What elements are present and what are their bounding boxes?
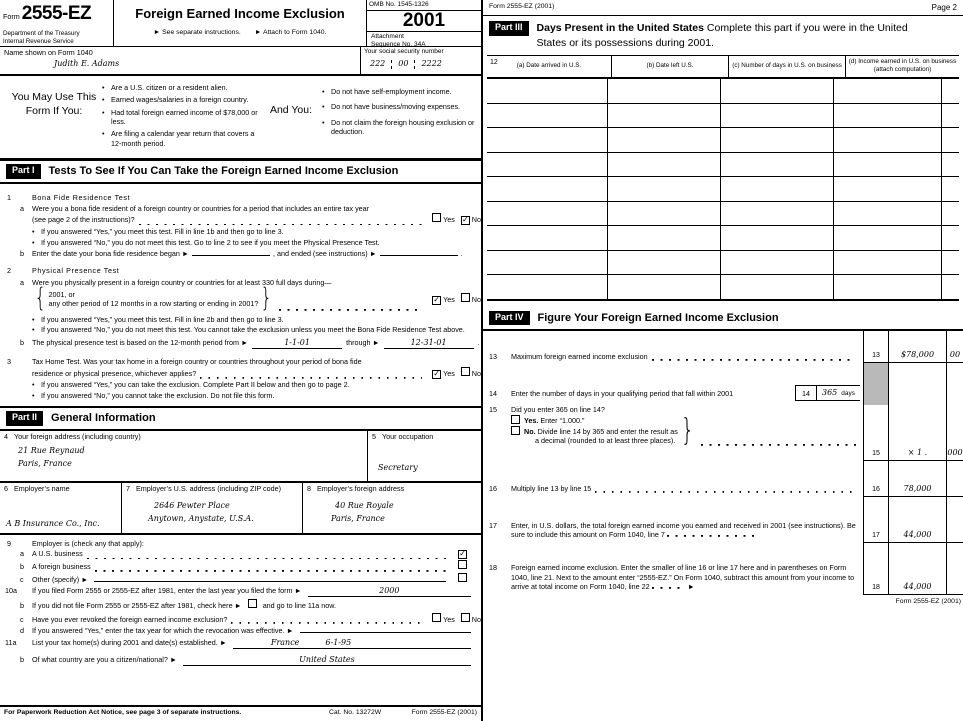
line15-yes-label: Yes. [524, 415, 539, 425]
cell-days-business[interactable] [721, 251, 834, 275]
line1-number: 1 [7, 192, 11, 202]
line11b-text: Of what country are you a citizen/national? ► [32, 654, 177, 664]
part1-title: Tests To See If You Can Take the Foreign Earned Income Exclusion [48, 165, 399, 178]
line3-number: 3 [7, 357, 11, 367]
line9-number: 9 [7, 538, 11, 548]
cell-days-business[interactable] [721, 275, 834, 299]
line1-bullet: • If you answered “No,” you do not meet this test. Go to line 2 to see if you meet the Physical Presence Test. [32, 238, 481, 247]
field4-label: Your foreign address (including country) [14, 431, 141, 441]
paperwork-notice: For Paperwork Reduction Act Notice, see page 3 of separate instructions. [4, 709, 242, 717]
line2-bullet: • If you answered “Yes,” you meet this test. Fill in line 2b and then go to line 3. [32, 315, 481, 324]
part3-badge: Part III [489, 21, 529, 36]
form-id-footer: Form 2555-EZ (2001) [411, 709, 477, 717]
line-16 [483, 461, 963, 497]
field6-number: 6 [4, 483, 8, 493]
part2-badge: Part II [6, 411, 43, 426]
table-row [487, 79, 959, 104]
ssn-part-2[interactable]: 00 [398, 59, 409, 69]
line10c-letter: c [20, 614, 24, 624]
field5-number: 5 [372, 431, 376, 441]
part2-header [0, 406, 481, 431]
col-d-header: (d) Income earned in U.S. on business (attach computation) [848, 57, 957, 73]
line10a-text: If you filed Form 2555 or 2555-EZ after 1981, enter the last year you filed the form ► [32, 586, 302, 596]
cell-date-left[interactable] [608, 128, 721, 152]
line16-text: Multiply line 13 by line 15 [511, 483, 592, 493]
cell-date-arrived[interactable] [487, 104, 608, 128]
sequence-number: Sequence No. 34A [371, 41, 426, 49]
eligibility-block [0, 76, 481, 161]
line2-bullet: • If you answered “No,” you do not meet this test. You cannot take the exclusion unless you meet the Bona Fide Residence Test above. [32, 325, 481, 334]
table-row [487, 153, 959, 178]
line1a-no-checkbox[interactable]: ✓ [461, 215, 469, 225]
field4-value-line1[interactable]: 21 Rue Reynaud [18, 446, 85, 456]
ssn-label: Your social security number [364, 48, 444, 55]
ssn-part-3[interactable]: 2222 [421, 59, 442, 69]
dept-treasury: Department of the Treasury [3, 29, 80, 37]
line14-days-value[interactable]: 365 [821, 388, 838, 398]
part2-title: General Information [51, 412, 156, 425]
line13-box-number: 13 [863, 331, 889, 363]
eligibility-bullet: • Are a U.S. citizen or a resident alien. [102, 83, 260, 92]
cell-date-arrived[interactable] [487, 226, 608, 250]
dotted-leader [595, 487, 856, 493]
eligibility-bullet: • Do not have self-employment income. [322, 87, 475, 96]
cell-days-business[interactable] [721, 128, 834, 152]
may-use-label: You May Use This Form If You: [11, 91, 97, 118]
cell-days-business[interactable] [721, 177, 834, 201]
line1-bullet: • If you answered “Yes,” you meet this test. Fill in line 1b and then go to line 3. [32, 227, 481, 236]
page2-top-row [483, 0, 963, 16]
line10b-checkbox[interactable] [248, 599, 257, 608]
dotted-leader [139, 219, 422, 225]
cell-date-arrived[interactable] [487, 251, 608, 275]
table-header-row [487, 56, 959, 79]
line-13 [483, 331, 963, 363]
table-row [487, 226, 959, 251]
line9c-other-field[interactable] [94, 581, 446, 582]
line14-shaded-cell [863, 363, 889, 405]
cell-date-arrived[interactable] [487, 177, 608, 201]
line9-text: Employer is (check any that apply): [32, 538, 144, 548]
field8-value-line1[interactable]: 40 Rue Royale [335, 501, 394, 511]
line11a-number: 11a [5, 637, 17, 647]
line-11 [0, 638, 481, 667]
line15-no-text2: a decimal (rounded to at least three places). [535, 436, 676, 446]
line1a-letter: a [20, 204, 24, 214]
and-you-label: And You: [269, 104, 313, 116]
line-2 [0, 266, 481, 349]
line14-days-box[interactable] [795, 385, 860, 401]
line9c-text: Other (specify) ► [32, 574, 89, 584]
eligibility-bullet: • Earned wages/salaries in a foreign country. [102, 95, 260, 104]
cell-days-business[interactable] [721, 226, 834, 250]
yes-label: Yes [443, 614, 455, 624]
line9a-letter: a [20, 549, 24, 559]
line15-amount[interactable]: × 1 . [889, 405, 946, 461]
field-8-employer-foreign-address[interactable] [303, 483, 481, 533]
line3-bullet: • If you answered “No,” you cannot take the exclusion. Do not file this form. [32, 391, 481, 400]
line13-number: 13 [489, 351, 497, 361]
line10d-text: If you answered “Yes,” enter the tax year for which the revocation was effective. ► [32, 626, 294, 636]
name-field[interactable] [0, 47, 360, 74]
line1a-text2: (see page 2 of the instructions)? [32, 215, 135, 225]
line11a-text: List your tax home(s) during 2001 and date(s) established. ► [32, 637, 227, 647]
cell-income-us[interactable] [834, 104, 959, 128]
part1-badge: Part I [6, 164, 41, 179]
field6-value[interactable]: A B Insurance Co., Inc. [6, 519, 100, 529]
line2b-letter: b [20, 337, 24, 347]
line2a-yes-checkbox[interactable]: ✓ [433, 294, 440, 304]
line2b-through: through ► [346, 337, 380, 347]
form-word: Form [3, 12, 20, 21]
yes-label: Yes [443, 368, 455, 378]
line10c-text: Have you ever revoked the foreign earned income exclusion? [32, 614, 228, 624]
part3-title: Days Present in the United States [536, 22, 704, 35]
line2b-text: The physical presence test is based on the 12-month period from ► [32, 337, 249, 347]
line15-yes-checkbox[interactable] [511, 415, 520, 424]
right-brace: } [260, 283, 273, 314]
field-6-employer-name[interactable] [0, 483, 122, 533]
line10b-text1: If you did not file Form 2555 or 2555-EZ after 1981, check here ► [32, 601, 242, 611]
line-9 [0, 539, 481, 584]
line17-number: 17 [489, 520, 497, 530]
line17-cents-empty[interactable] [946, 497, 963, 543]
part3-subtitle: Complete this part if you were in the United States or its possessions during 2001. [536, 22, 908, 49]
line3-bullet: • If you answered “Yes,” you can take the exclusion. Complete Part II below and then go to page 2. [32, 380, 481, 389]
line9a-text: A U.S. business [32, 549, 83, 559]
dotted-leader [279, 305, 422, 311]
dotted-leader [87, 553, 448, 559]
line-3 [0, 357, 481, 400]
dotted-leader [200, 373, 422, 379]
line15-yes-text: Enter “1.000.” [540, 415, 585, 425]
line3-no-checkbox[interactable] [461, 367, 470, 376]
form-header [0, 0, 481, 47]
line9b-text: A foreign business [32, 562, 91, 572]
cell-days-business[interactable] [721, 202, 834, 226]
field-7-employer-us-address[interactable] [122, 483, 303, 533]
page-2 [483, 0, 963, 721]
line16-box-number: 16 [863, 461, 889, 497]
dotted-leader [95, 566, 448, 572]
table-row [487, 128, 959, 153]
cell-date-left[interactable] [608, 153, 721, 177]
line17-text: Enter, in U.S. dollars, the total foreign earned income you earned and received in 2001 (see instructions). Be sure to include this amount on Form 1040, line 7 [511, 520, 856, 539]
table-row [487, 275, 959, 301]
col-b-header: (b) Date left U.S. [612, 56, 729, 77]
form-number-block [0, 0, 113, 46]
right-brace: } [680, 412, 695, 448]
line3-yes-checkbox[interactable]: ✓ [433, 368, 440, 378]
line10d-letter: d [20, 626, 24, 636]
table-row [487, 104, 959, 129]
attachment-label: Attachment [371, 33, 404, 41]
line10a-number: 10a [5, 586, 17, 596]
cell-income-us[interactable] [834, 177, 959, 201]
line-17 [483, 497, 963, 543]
line1a-text: Were you a bona fide resident of a foreign country or countries for a period that includes an entire tax year [32, 204, 370, 214]
line11a-country[interactable]: France [270, 637, 300, 647]
cell-days-business[interactable] [721, 104, 834, 128]
line16-number: 16 [489, 483, 497, 493]
dept-irs: Internal Revenue Service [3, 37, 74, 45]
cell-date-arrived[interactable] [487, 275, 608, 299]
line14-cents-empty [946, 363, 963, 405]
line2-heading: Physical Presence Test [32, 266, 120, 276]
ssn-separator [391, 60, 392, 69]
cell-date-arrived[interactable] [487, 79, 608, 103]
line1b-began-field[interactable] [192, 255, 270, 256]
line2a-no-checkbox[interactable] [461, 293, 470, 302]
line9b-checkbox[interactable] [458, 560, 467, 569]
table-row [487, 202, 959, 227]
page-1 [0, 0, 481, 721]
left-brace: { [34, 283, 47, 314]
form-title-block [113, 0, 367, 46]
line-1 [0, 193, 481, 259]
line1a-yes-checkbox[interactable] [432, 213, 441, 222]
page2-footer: Form 2555-EZ (2001) [895, 598, 961, 606]
line15-cents[interactable]: 000 [946, 405, 963, 461]
line15-text: Did you enter 365 on line 14? [511, 405, 605, 415]
field7-value-line2[interactable]: Anytown, Anystate, U.S.A. [148, 513, 254, 523]
line18-amount[interactable]: 44,000 [889, 543, 946, 595]
cell-income-us[interactable] [834, 153, 959, 177]
ssn-part-1[interactable]: 222 [370, 59, 386, 69]
line13-cents[interactable]: 00 [946, 331, 963, 363]
table-row [487, 251, 959, 276]
name-value[interactable]: Judith E. Adams [54, 59, 120, 69]
line3-text1: Tax Home Test. Was your tax home in a foreign country or countries throughout your period of bona fide [32, 357, 362, 367]
line15-box-number: 15 [863, 405, 889, 461]
field8-label: Employer’s foreign address [317, 483, 405, 493]
line18-number: 18 [489, 563, 497, 573]
line18-arrow: ► [687, 581, 695, 591]
yes-label: Yes [443, 215, 455, 225]
line14-number: 14 [489, 388, 497, 398]
form-title: Foreign Earned Income Exclusion [135, 6, 345, 21]
dotted-leader [652, 584, 686, 589]
eligibility-bullet: • Do not claim the foreign housing exclusion or deduction. [322, 118, 475, 137]
name-label: Name shown on Form 1040 [4, 48, 93, 57]
field7-value-line1[interactable]: 2646 Pewter Place [154, 501, 230, 511]
ssn-separator [414, 60, 415, 69]
line-15 [483, 405, 963, 461]
cell-income-us[interactable] [834, 79, 959, 103]
line10b-letter: b [20, 601, 24, 611]
part2-grid-row2 [0, 483, 481, 535]
line14-days-unit: days [841, 390, 855, 398]
line10a-year-field[interactable]: 2000 [308, 586, 471, 597]
cell-date-left[interactable] [608, 226, 721, 250]
days-present-table [487, 55, 959, 301]
line10c-yes-checkbox[interactable] [432, 613, 441, 622]
line1b-text2: , and ended (see instructions) ► [272, 249, 377, 259]
line13-amount[interactable]: $78,000 [889, 331, 946, 363]
cell-date-arrived[interactable] [487, 128, 608, 152]
line18-cents-empty[interactable] [946, 543, 963, 595]
line18-box-number: 18 [863, 543, 889, 595]
part4-title: Figure Your Foreign Earned Income Exclusion [537, 311, 779, 324]
line15-no-text1: Divide line 14 by 365 and enter the result as [537, 426, 678, 436]
line1b-ended-field[interactable] [380, 255, 458, 256]
line14-text: Enter the number of days in your qualifying period that fall within 2001 [511, 388, 734, 398]
line15-no-checkbox[interactable] [511, 426, 520, 435]
line11a-taxhome-field[interactable] [233, 638, 471, 649]
cell-date-left[interactable] [608, 251, 721, 275]
cell-date-left[interactable] [608, 275, 721, 299]
page-number: Page 2 [931, 3, 957, 12]
page2-form-id: Form 2555-EZ (2001) [489, 3, 555, 10]
table-row [487, 177, 959, 202]
field4-number: 4 [4, 431, 8, 441]
no-label: No [471, 614, 481, 624]
tax-year: 2001 [367, 11, 481, 32]
line2a-letter: a [20, 277, 24, 287]
line16-amount[interactable]: 78,000 [889, 461, 946, 497]
name-ssn-row [0, 47, 481, 76]
attach-note: ► Attach to Form 1040. [254, 28, 327, 36]
cell-income-us[interactable] [834, 226, 959, 250]
cell-income-us[interactable] [834, 202, 959, 226]
cell-date-left[interactable] [608, 202, 721, 226]
cell-date-left[interactable] [608, 79, 721, 103]
dotted-leader [231, 618, 422, 624]
cell-income-us[interactable] [834, 251, 959, 275]
line1-heading: Bona Fide Residence Test [32, 192, 131, 202]
line17-box-number: 17 [863, 497, 889, 543]
part2-grid-row1 [0, 431, 481, 483]
cell-income-us[interactable] [834, 275, 959, 299]
and-you-bullets [322, 80, 475, 152]
field8-number: 8 [307, 483, 311, 493]
field8-value-line2[interactable]: Paris, France [331, 513, 385, 523]
dotted-leader [667, 532, 757, 537]
line2b-from-field[interactable]: 1-1-01 [252, 338, 342, 349]
line10c-no-checkbox[interactable] [461, 613, 470, 622]
field-5-occupation[interactable] [368, 431, 481, 481]
line-14 [483, 363, 963, 405]
field5-label: Your occupation [382, 431, 434, 441]
line11b-letter: b [20, 654, 24, 664]
line10d-year-field[interactable] [300, 632, 471, 633]
cell-income-us[interactable] [834, 128, 959, 152]
eligibility-bullet: • Do not have business/moving expenses. [322, 102, 475, 111]
cell-days-business[interactable] [721, 153, 834, 177]
no-label: No [471, 215, 481, 225]
field5-value[interactable]: Secretary [378, 463, 418, 473]
omb-number: OMB No. 1545-1326 [367, 0, 481, 11]
cell-date-left[interactable] [608, 104, 721, 128]
line-18 [483, 543, 963, 595]
dotted-leader [652, 355, 856, 361]
line14-box-number: 14 [796, 386, 817, 400]
line13-text: Maximum foreign earned income exclusion [511, 351, 648, 361]
line11b-citizenship-field[interactable]: United States [183, 655, 471, 666]
line2a-text: Were you physically present in a foreign country or countries for at least 330 full days during— [32, 277, 332, 287]
see-instructions-note: ► See separate instructions. [153, 28, 241, 36]
line-10 [0, 586, 481, 635]
field7-number: 7 [126, 483, 130, 493]
line15-number: 15 [489, 405, 497, 415]
line2a-option2: any other period of 12 months in a row starting or ending in 2001? [48, 298, 259, 308]
may-use-bullets [102, 80, 260, 152]
line1b-text1: Enter the date your bona fide residence began ► [32, 249, 189, 259]
eligibility-bullet: • Are filing a calendar year return that covers a 12-month period. [102, 129, 260, 148]
line14-amount-empty [889, 363, 946, 405]
line2b-period: . [477, 337, 480, 347]
cell-days-business[interactable] [721, 79, 834, 103]
cat-number: Cat. No. 13272W [329, 709, 382, 717]
part4-badge: Part IV [489, 311, 530, 326]
col-c-header: (c) Number of days in U.S. on business [729, 56, 846, 77]
line3-text2: residence or physical presence, whichever applies? [32, 368, 197, 378]
line15-no-label: No. [524, 426, 536, 436]
ssn-field[interactable] [360, 47, 481, 74]
field4-value-line2[interactable]: Paris, France [18, 458, 72, 468]
field7-label: Employer’s U.S. address (including ZIP code) [136, 483, 282, 493]
line1b-period: . [460, 249, 463, 259]
form-number: 2555-EZ [21, 3, 92, 24]
cell-date-left[interactable] [608, 177, 721, 201]
line2b-to-field[interactable]: 12-31-01 [384, 338, 474, 349]
line9b-letter: b [20, 562, 24, 572]
part1-header [0, 161, 481, 184]
line2a-option1: 2001, or [48, 289, 75, 299]
no-label: No [471, 368, 481, 378]
line16-cents-empty[interactable] [946, 461, 963, 497]
part4-header [483, 305, 963, 332]
yes-label: Yes [443, 294, 455, 304]
no-label: No [471, 294, 481, 304]
line1b-letter: b [20, 249, 24, 259]
cell-date-arrived[interactable] [487, 153, 608, 177]
omb-year-block [367, 0, 481, 49]
line9c-checkbox[interactable] [458, 573, 467, 582]
col-a-header: 12 (a) Date arrived in U.S. [487, 56, 612, 77]
line17-amount[interactable]: 44,000 [889, 497, 946, 543]
line10b-text2: and go to line 11a now. [262, 601, 337, 611]
field-4-foreign-address[interactable] [0, 431, 368, 481]
part3-header [483, 16, 963, 52]
line9a-checkbox[interactable]: ✓ [459, 549, 466, 559]
line2-number: 2 [7, 266, 11, 276]
line18-text: Foreign earned income exclusion. Enter the smaller of line 16 or line 17 here and in parentheses on Form 1040, line 21. Next to the amount enter “2555-EZ.” On Form 1040, subtract this amount from your income to arrive at total income on Form 1040, line 22 [511, 563, 855, 591]
line9c-letter: c [20, 574, 24, 584]
eligibility-bullet: • Had total foreign earned income of $78,000 or less. [102, 108, 260, 127]
line11a-date[interactable]: 6-1-95 [325, 637, 352, 647]
cell-date-arrived[interactable] [487, 202, 608, 226]
line12-number: 12 [490, 58, 498, 66]
page1-footer [0, 705, 481, 718]
field6-label: Employer’s name [14, 483, 70, 493]
